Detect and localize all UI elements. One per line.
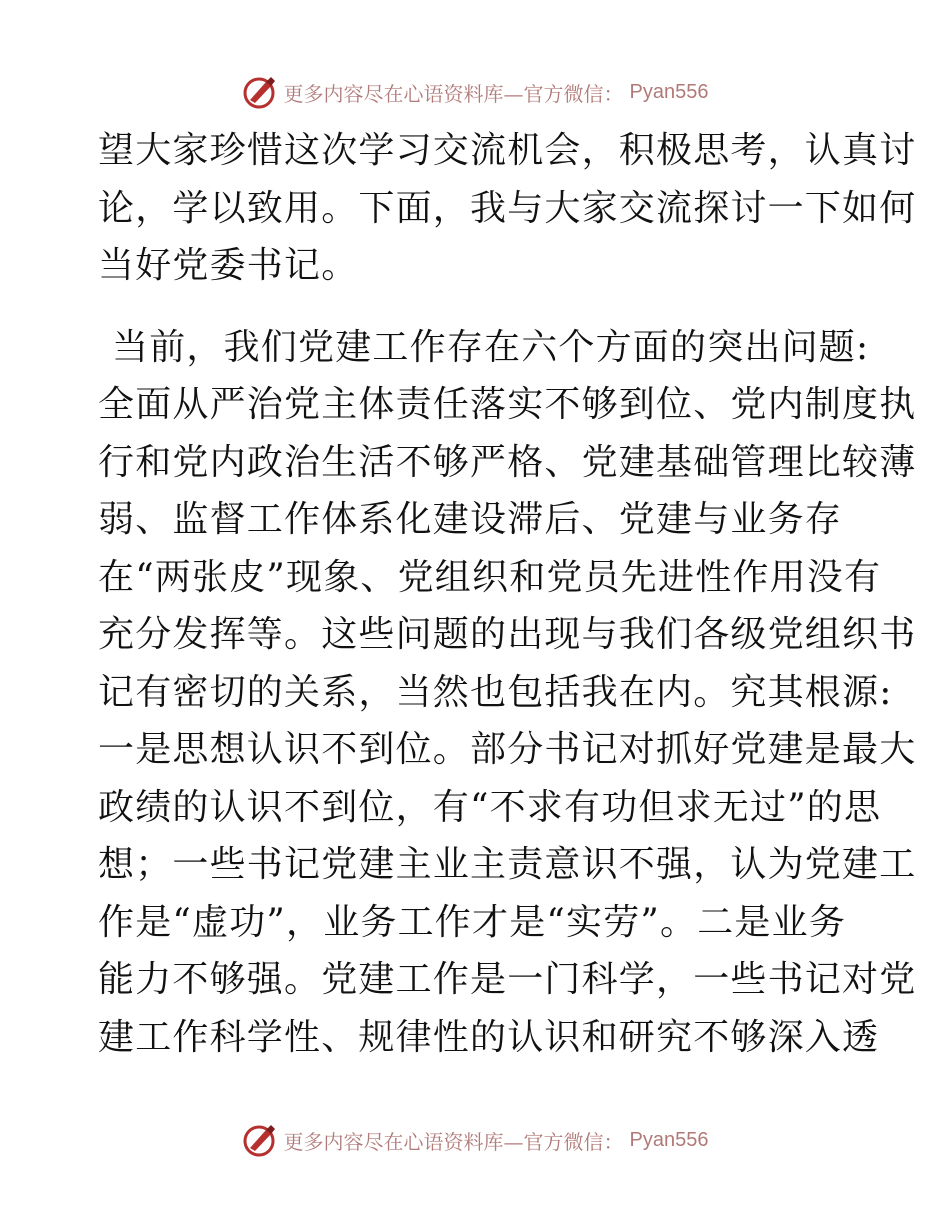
text-line: 在“两张皮”现象、党组织和党员先进性作用没有	[98, 556, 882, 598]
header-watermark	[0, 72, 950, 112]
footer-watermark	[0, 1120, 950, 1160]
watermark-wechat-id: Pyan556	[629, 80, 709, 103]
text-line: 当前，我们党建工作存在六个方面的突出问题:	[112, 326, 870, 368]
pen-logo-icon	[242, 74, 278, 110]
text-line: 当好党委书记。	[98, 245, 359, 286]
text-line: 政绩的认识不到位，有“不求有功但求无过”的思	[98, 786, 882, 828]
text-line: 行和党内政治生活不够严格、党建基础管理比较薄	[98, 441, 917, 483]
text-line: 记有密切的关系，当然也包括我在内。究其根源:	[98, 671, 893, 713]
text-line: 建工作科学性、规律性的认识和研究不够深入透	[98, 1016, 880, 1058]
text-line: 一是思想认识不到位。部分书记对抓好党建是最大	[98, 729, 917, 770]
text-line: 弱、监督工作体系化建设滞后、党建与业务存	[98, 499, 843, 540]
text-line: 能力不够强。党建工作是一门科学，一些书记对党	[98, 959, 917, 1000]
text-line: 望大家珍惜这次学习交流机会，积极思考，认真讨	[98, 130, 917, 171]
text-line: 论，学以致用。下面，我与大家交流探讨一下如何	[98, 187, 917, 229]
paragraph-2	[98, 319, 917, 1124]
watermark-wechat-id: Pyan556	[629, 1128, 709, 1151]
watermark-text: 更多内容尽在心语资料库—官方微信：	[283, 1129, 624, 1154]
text-line: 作是“虚功”，业务工作才是“实劳”。二是业务	[98, 901, 847, 943]
text-line	[98, 1066, 858, 1124]
paragraph-gap	[98, 295, 858, 319]
watermark-text: 更多内容尽在心语资料库—官方微信：	[283, 81, 624, 106]
paragraph-1	[98, 122, 917, 295]
text-line: 全面从严治党主体责任落实不够到位、党内制度执	[98, 384, 917, 425]
text-line: 充分发挥等。这些问题的出现与我们各级党组织书	[98, 614, 917, 655]
pen-logo-icon	[242, 1122, 278, 1158]
document-body	[98, 122, 917, 1124]
text-line: 想；一些书记党建主业主责意识不强，认为党建工	[98, 844, 917, 885]
